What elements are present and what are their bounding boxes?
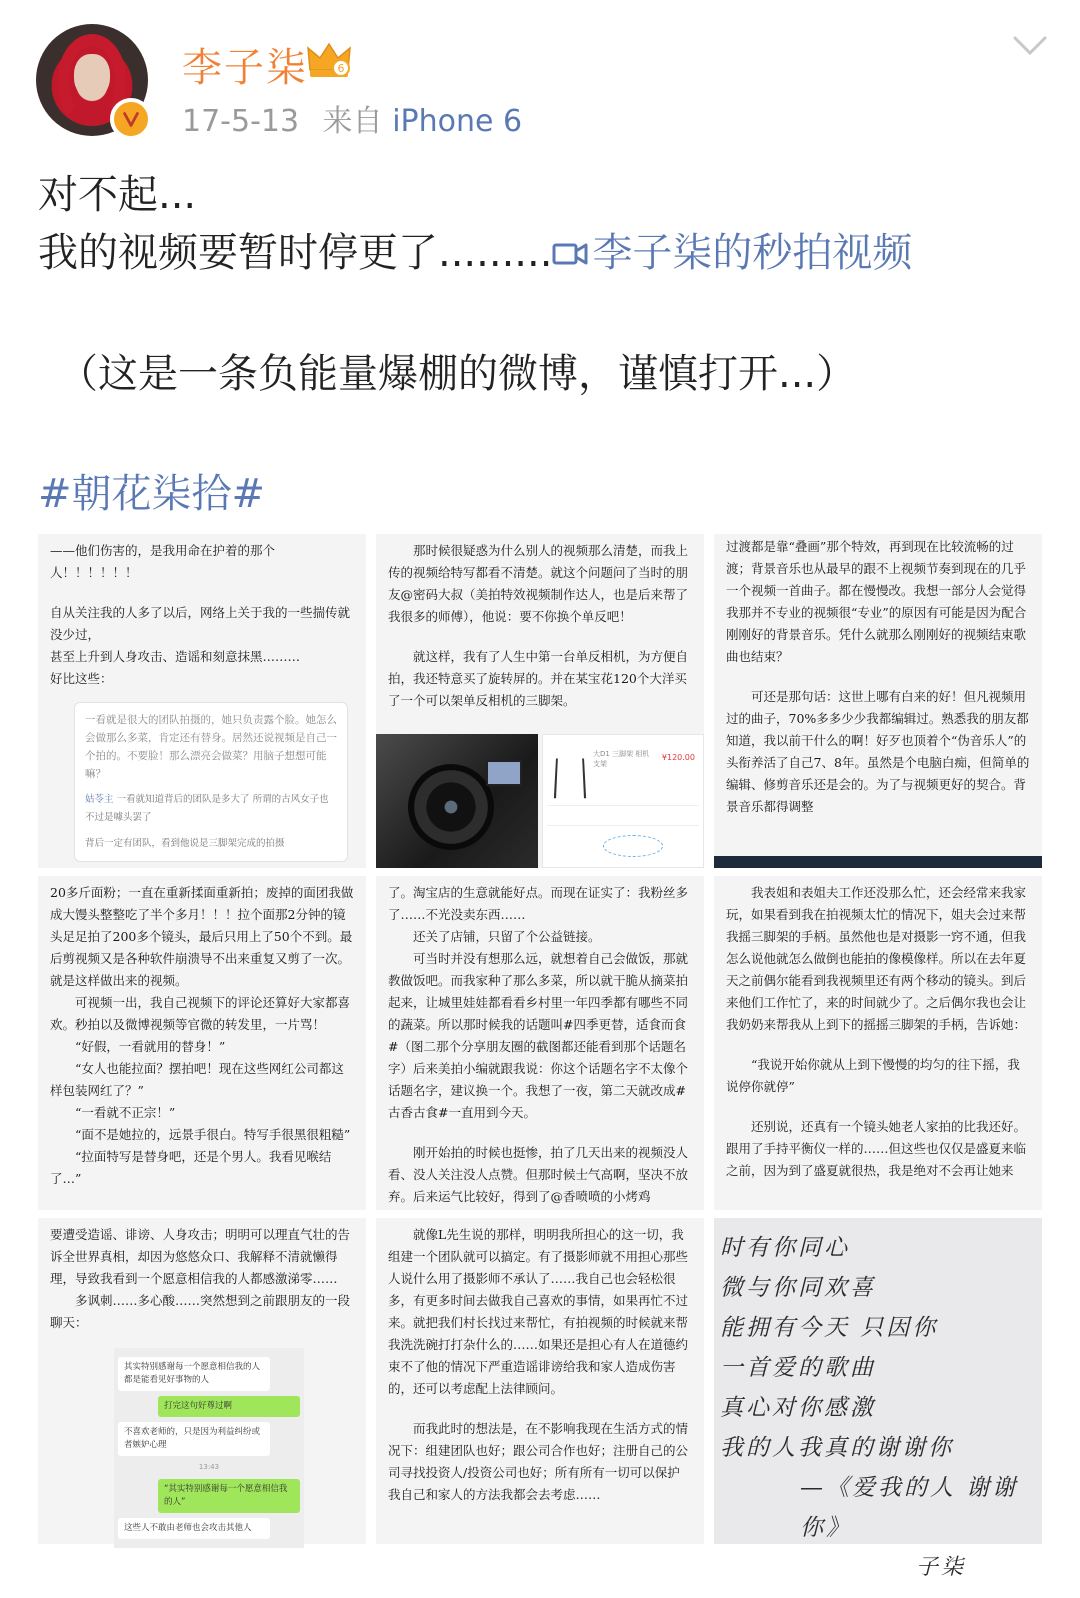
verified-v-icon (110, 98, 152, 140)
img1-quote: 一看就是很大的团队拍摄的，她只负责露个脸。她怎么会做那么多菜，肯定还有替身。居然还说视频是自己一个拍的。不要脸！那么漂亮会做菜？用脑子想想可能嘛？ (85, 714, 337, 780)
img1-line: 甚至上升到人身攻击、造谣和刻意抹黑……… (50, 649, 301, 664)
img4-line: “拉面特写是替身吧，还是个男人。我看见喉结了…” (50, 1149, 332, 1186)
image-4[interactable] (38, 876, 366, 1210)
image-9[interactable] (714, 1218, 1042, 1580)
divider (547, 825, 699, 826)
img4-line: “面不是她拉的，远景手很白。特写手很黑很粗糙” (75, 1127, 351, 1142)
img4-line: “一看就不正宗！” (75, 1105, 176, 1120)
img1-line: 自从关注我的人多了以后，网络上关于我的一些揣传就没少过， (50, 605, 351, 642)
lyric-line: —《爱我的人 谢谢你》 (800, 1475, 1019, 1541)
img4-line: 可视频一出，我自己视频下的评论还算好大家都喜欢。秒拍以及微博视频等官微的转发里，一片骂！ (50, 995, 351, 1032)
img3-line: 可还是那句话：这世上哪有白来的好！但凡视频用过的曲子，70%多多少少我都编辑过。熟悉我的朋友都知道，我以前干什么的啊！好歹也顶着个“伪音乐人”的头衔养活了自己7、8年。虽然是个电脑白痴，但简单的编辑、修剪音乐还是会的。为了与视频更好的契合。背景音乐都得调整 (726, 689, 1030, 814)
img4-line: “女人也能拉面？摆拍吧！现在这些网红公司都这样包装网红了？” (50, 1061, 344, 1098)
wechat-screenshot (114, 1348, 304, 1548)
post-text (38, 166, 1048, 282)
img7-line: 要遭受造谣、诽谤、人身攻击；明明可以理直气壮的告诉全世界真相，却因为悠悠众口、我解释不清就懒得理，导致我看到一个愿意相信我的人都感激涕零…… (50, 1227, 351, 1286)
image-3[interactable] (714, 534, 1042, 868)
chat-bubble: 这些人不敢由老师也会攻击其他人 (118, 1518, 270, 1539)
img5-line: 可当时并没有想那么远，就想着自己会做饭，那就教做饭吧。而我家种了那么多菜，所以就干脆从摘菜拍起来，让城里娃娃都看看乡村里一年四季都有哪些不同的蔬菜。所以那时候我的话题叫#四季更替，适食而食#（图二那个分享朋友圈的截图都还能看到那个话题名字）后来美拍小编就跟我说：你这个话题名字不太像个话题名字，建议换一个。我想了一夜，第二天就改成#古香古食#一直用到今天。 (388, 951, 689, 1120)
img5-line: 了。淘宝店的生意就能好点。而现在证实了：我粉丝多了……不光没卖东西…… (388, 885, 689, 922)
crown-icon (306, 40, 352, 80)
lyric-line: 真心对你感激 (720, 1395, 876, 1421)
chat-bubble: 其实特别感谢每一个愿意相信我的人 都是能看见好事物的人 (118, 1357, 270, 1391)
chat-time: 13:43 (198, 1463, 220, 1471)
camera-photo (376, 734, 538, 868)
image-5[interactable] (376, 876, 704, 1210)
dark-strip (714, 856, 1042, 868)
source-prefix: 来自 (322, 104, 383, 139)
image-6[interactable] (714, 876, 1042, 1210)
post-line-2-text: 我的视频要暂时停更了......... (38, 230, 553, 276)
img5-line: 刚开始拍的时候也挺惨，拍了几天出来的视频没人看、没人关注没人点赞。但那时候士气高啊，坚决不放弃。后来运气比较好，得到了@香喷喷的小烤鸡 (388, 1145, 689, 1204)
img1-line: ——他们伤害的，是我用命在护着的那个人！！！！！！ (50, 543, 276, 580)
img4-line: “好假，一看就用的替身！” (75, 1039, 226, 1054)
source-device[interactable]: iPhone 6 (392, 104, 523, 139)
img3-line: 过渡都是靠“叠画”那个特效，再到现在比较流畅的过渡；背景音乐也从最早的跟不上视频节奏到现在的几乎一个视频一首曲子。都在慢慢改。我想一部分人会觉得我那并不专业的视频很“专业”的原因有可能是因为配合刚刚好的背景音乐。凭什么就那么刚刚好的视频结束歌曲也结束？ (726, 539, 1027, 664)
img1-line: 好比这些： (50, 671, 113, 686)
handwritten-lyrics (714, 1218, 1042, 1598)
lyric-line: 一首爱的歌曲 (720, 1355, 876, 1381)
camera-lens (408, 764, 494, 850)
img1-comment-text: 一看就知道背后的团队是多大了 所谓的古风女子也不过是噱头罢了 (85, 794, 329, 823)
img5-line: 还关了店铺，只留了个公益链接。 (413, 929, 601, 944)
image-7[interactable] (38, 1218, 366, 1544)
img8-line: 而我此时的想法是，在不影响我现在生活方式的情况下：组建团队也好；跟公司合作也好；注册自己的公司寻找投资人/投资公司也好；所有所有一切可以保护我自己和家人的方法我都会去考虑…… (388, 1421, 689, 1502)
lyric-line: 我的人我真的谢谢你 (720, 1435, 954, 1461)
chat-bubble: 不喜欢老师的，只是因为利益纠纷或者嫉妒心理 (118, 1422, 270, 1456)
img6-line: “我说开始你就从上到下慢慢的均匀的往下摇，我说停你就停” (726, 1057, 1020, 1094)
post-note: （这是一条负能量爆棚的微博，谨慎打开...） (58, 351, 857, 397)
signature: 子柒 (915, 1555, 966, 1580)
img6-line: 我表姐和表姐夫工作还没那么忙，还会经常来我家玩，如果看到我在拍视频太忙的情况下，姐夫会过来帮我摇三脚架的手柄。虽然他也是对摄影一窍不通，但我怎么说他就怎么做倒也能拍的像模像样。所以在去年夏天之前偶尔能看到我视频里还有两个移动的镜头。到后来他们工作忙了，来的时间就少了。之后偶尔我也会让我奶奶来帮我从上到下的摇摇三脚架的手柄，告诉她： (726, 885, 1027, 1032)
image-1[interactable] (38, 534, 366, 868)
camera-screen (486, 760, 522, 786)
post-date: 17-5-13 (182, 104, 300, 139)
hashtag-link[interactable]: #朝花柒拾# (38, 471, 266, 517)
video-link[interactable] (552, 230, 912, 276)
img7-line: 多讽刺……多心酸……突然想到之前跟朋友的一段聊天： (50, 1293, 351, 1330)
avatar-face (74, 54, 110, 98)
chat-bubble: 打完这句好尊过啊 (158, 1396, 300, 1417)
img6-line: 还别说，还真有一个镜头她老人家拍的比我还好。跟用了手持平衡仪一样的……但这些也仅仅是盛夏来临之前，因为到了盛夏就很热，我是绝对不会再让她来 (726, 1119, 1027, 1178)
divider (547, 805, 699, 806)
img1-comment-2: 背后一定有团队，看到他说是三脚架完成的拍摄 (85, 838, 285, 849)
post-meta (182, 96, 522, 140)
img4-line: 20多斤面粉；一直在重新揉面重新拍；废掉的面团我做成大馒头整整吃了半个多月！！！拉个面那2分钟的镜头足足拍了200多个镜头，最后只用上了50个不到。最后剪视频又是各种软件崩溃导不出来重复又剪了一次。就是这样做出来的视频。 (50, 885, 354, 988)
circle-annotation (603, 835, 663, 857)
shop-title: 大D1 三脚架 相机支架 (593, 750, 650, 768)
tripod-icon (554, 758, 586, 798)
img1-comment-user: 姑苓主 (85, 794, 114, 805)
chevron-down-icon[interactable] (1012, 34, 1048, 58)
img2-line: 就这样，我有了人生中第一台单反相机，为方便自拍，我还特意买了旋转屏的。并在某宝花120个大洋买了一个可以架单反相机的三脚架。 (388, 649, 689, 708)
img2-line: 那时候很疑惑为什么别人的视频那么清楚，而我上传的视频给特写都看不清楚。就这个问题问了当时的朋友@密码大叔（美拍特效视频制作达人，也是后来帮了我很多的师傅），他说：要不你换个单反吧！ (388, 543, 689, 624)
img1-comment (85, 791, 337, 827)
image-8[interactable] (376, 1218, 704, 1544)
svg-text:6: 6 (337, 62, 345, 75)
image-2[interactable] (376, 534, 704, 868)
video-icon (552, 240, 588, 268)
img8-line: 就像L先生说的那样，明明我所担心的这一切，我组建一个团队就可以搞定。有了摄影师就不用担心那些人说什么用了摄影师不承认了……我自己也会轻松很多，有更多时间去做我自己喜欢的事情，如果再忙不过来。就把我们村长找过来帮忙，有拍视频的时候就来帮我洗洗碗打打杂什么的……如果还是担心有人在道德约束不了他的情况下严重造谣诽谤给我和家人造成伤害的，还可以考虑配上法律顾问。 (388, 1227, 689, 1396)
lyric-line: 微与你同欢喜 (720, 1275, 876, 1301)
username[interactable]: 李子柒 (182, 45, 308, 91)
post-line-1: 对不起... (38, 172, 197, 218)
post-line-2 (38, 224, 1048, 282)
shop-screenshot (542, 734, 704, 868)
video-link-label: 李子柒的秒拍视频 (592, 230, 913, 276)
img1-quote-box (74, 702, 348, 862)
chat-bubble: “其实特别感谢每一个愿意相信我的人” (158, 1479, 300, 1513)
lyric-line: 时有你同心 (720, 1235, 850, 1261)
lyric-line: 能拥有今天 只因你 (720, 1315, 939, 1341)
shop-price: ¥120.00 (661, 753, 695, 762)
